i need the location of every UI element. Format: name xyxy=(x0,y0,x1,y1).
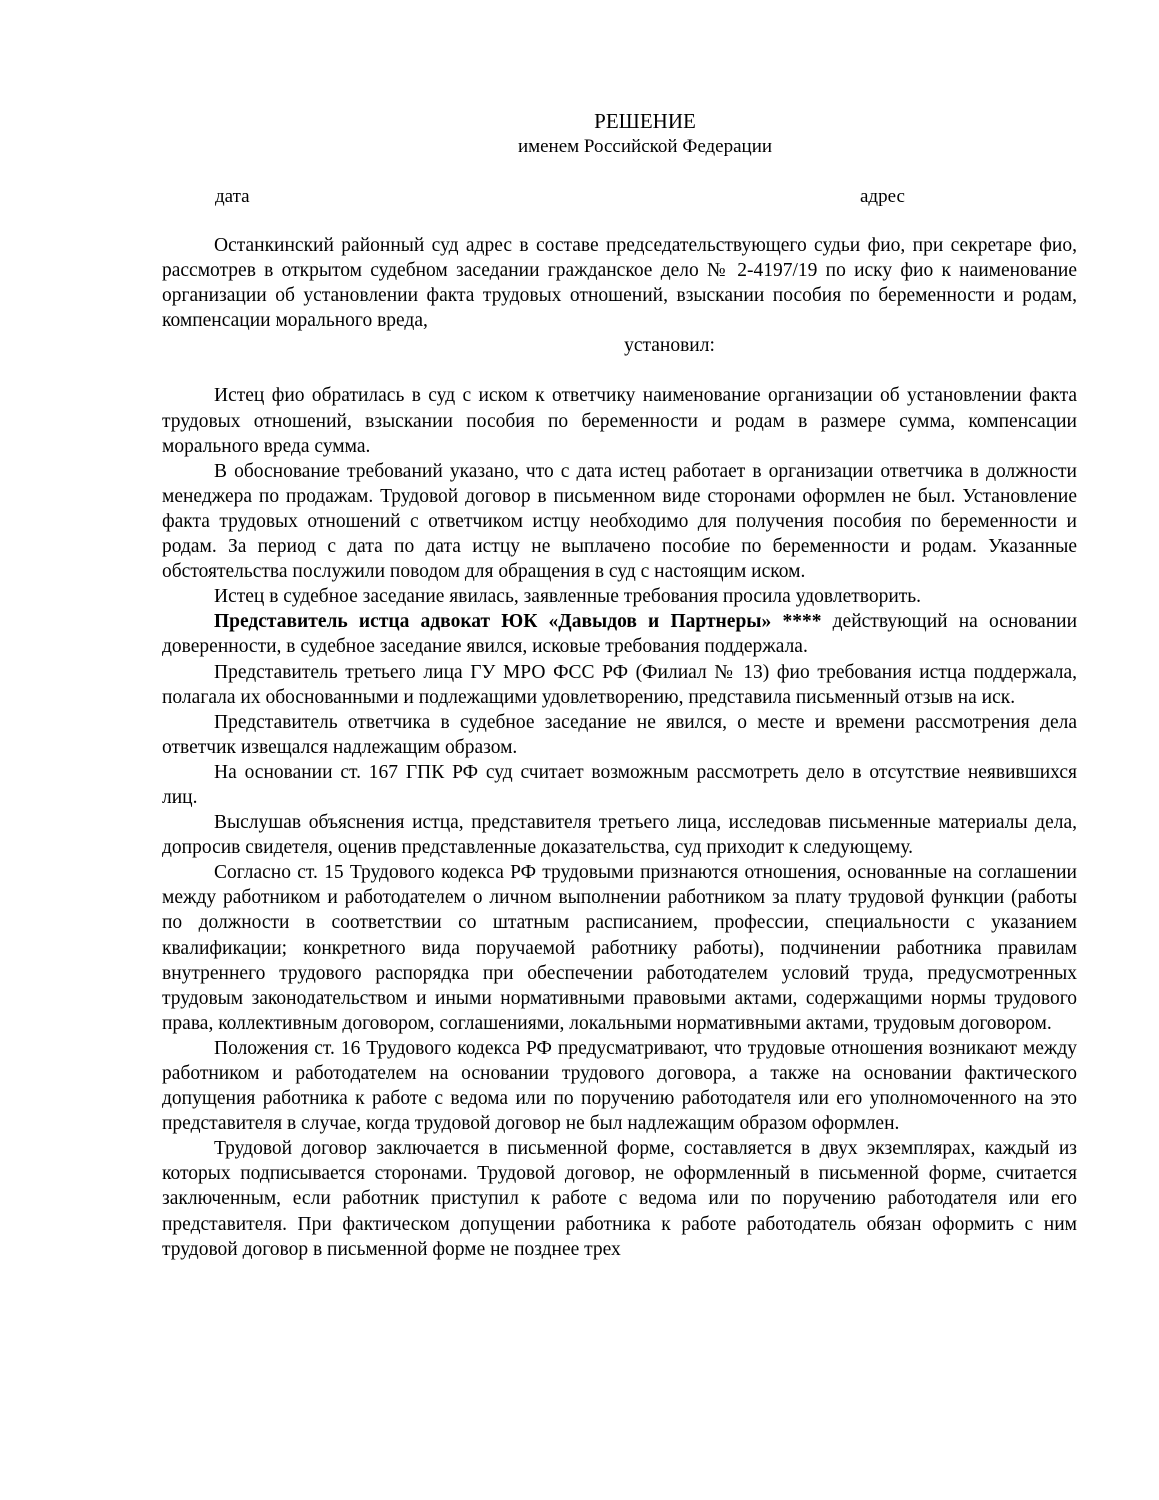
paragraph-grounds: В обоснование требований указано, что с дата истец работает в организации ответчика в должности менеджера по продажам. Трудовой договор в письменном виде сторонами оформлен не был. Установление факта трудовых отношений с ответчиком истцу необходимо для получения пособия по беременности и родам. За период с дата по дата истцу не выплачено пособие по беременности и родам. Указанные обстоятельства послужили поводом для обращения в суд с настоящим иском. xyxy=(162,460,1077,583)
paragraph-article-167: На основании ст. 167 ГПК РФ суд считает возможным рассмотреть дело в отсутствие неявившихся лиц. xyxy=(162,761,1077,808)
spacer xyxy=(162,358,1077,383)
representative-text: действующий на основании доверенности, в судебное заседание явился, исковые требования поддержала. xyxy=(162,611,1078,658)
paragraph-claim: Истец фио обратилась в суд с иском к ответчику наименование организации об установлении факта трудовых отношений, взыскании пособия по беременности и родам в размере сумма, компенсации морального вреда сумма. xyxy=(162,385,1077,457)
court-address: адрес xyxy=(860,186,905,207)
paragraph-hearing: Выслушав объяснения истца, представителя третьего лица, исследовав письменные материалы дела, допросив свидетеля, оценив представленные доказательства, суд приходит к следующему. xyxy=(162,812,1077,859)
document-subtitle: именем Российской Федерации xyxy=(517,136,773,157)
paragraph-defendant-absent: Представитель ответчика в судебное заседание не явился, о месте и времени рассмотрения дела ответчик извещался надлежащим образом. xyxy=(162,711,1077,758)
document-title: РЕШЕНИЕ xyxy=(594,109,696,133)
paragraph-contract-form: Трудовой договор заключается в письменной форме, составляется в двух экземплярах, каждый из которых подписывается сторонами. Трудовой договор, не оформленный в письменной форме, считается заключенным, если работник приступил к работе с ведома или по поручению работодателя или его представителя. При фактическом допущении работника к работе работодатель обязан оформить с ним трудовой договор в письменной форме не позднее трех xyxy=(162,1138,1077,1260)
decision-date: дата xyxy=(215,186,250,207)
paragraph-third-party: Представитель третьего лица ГУ МРО ФСС РФ (Филиал № 13) фио требования истца поддержала, полагала их обоснованными и подлежащими удовлетворению, представила письменный отзыв на иск. xyxy=(162,661,1077,708)
representative-name: Представитель истца адвокат ЮК «Давыдов и Партнеры» **** xyxy=(214,611,822,633)
established-heading: установил: xyxy=(624,335,715,357)
paragraph-plaintiff-appearance: Истец в судебное заседание явилась, заявленные требования просила удовлетворить. xyxy=(214,586,922,608)
paragraph-article-16: Положения ст. 16 Трудового кодекса РФ предусматривают, что трудовые отношения возникают между работником и работодателем на основании трудового договора, а также на основании фактического допущения работника к работе с ведома или по поручению работодателя или его уполномоченного на это представителя в случае, когда трудовой договор не был надлежащим образом оформлен. xyxy=(162,1037,1077,1135)
intro-paragraph: Останкинский районный суд адрес в составе председательствующего судьи фио, при секретаре фио, рассмотрев в открытом судебном заседании гражданское дело № 2-4197/19 по иску фио к наименование организации об установлении факта трудовых отношений, взыскании пособия по беременности и родам, компенсации морального вреда, xyxy=(162,235,1077,332)
paragraph-representative xyxy=(162,609,1077,659)
paragraph-article-15: Согласно ст. 15 Трудового кодекса РФ трудовыми признаются отношения, основанные на соглашении между работником и работодателем о личном выполнении работником за плату трудовой функции (работы по должности в соответствии со штатным расписанием, профессии, специальности с указанием квалификации; конкретного вида поручаемой работнику работы), подчинении работника правилам внутреннего трудового распорядка при обеспечении работодателем условий труда, предусмотренных трудовым законодательством и иными нормативными правовыми актами, содержащими нормы трудового права, коллективным договором, соглашениями, локальными нормативными актами, трудовым договором. xyxy=(162,862,1077,1034)
document-body xyxy=(162,233,1077,1262)
